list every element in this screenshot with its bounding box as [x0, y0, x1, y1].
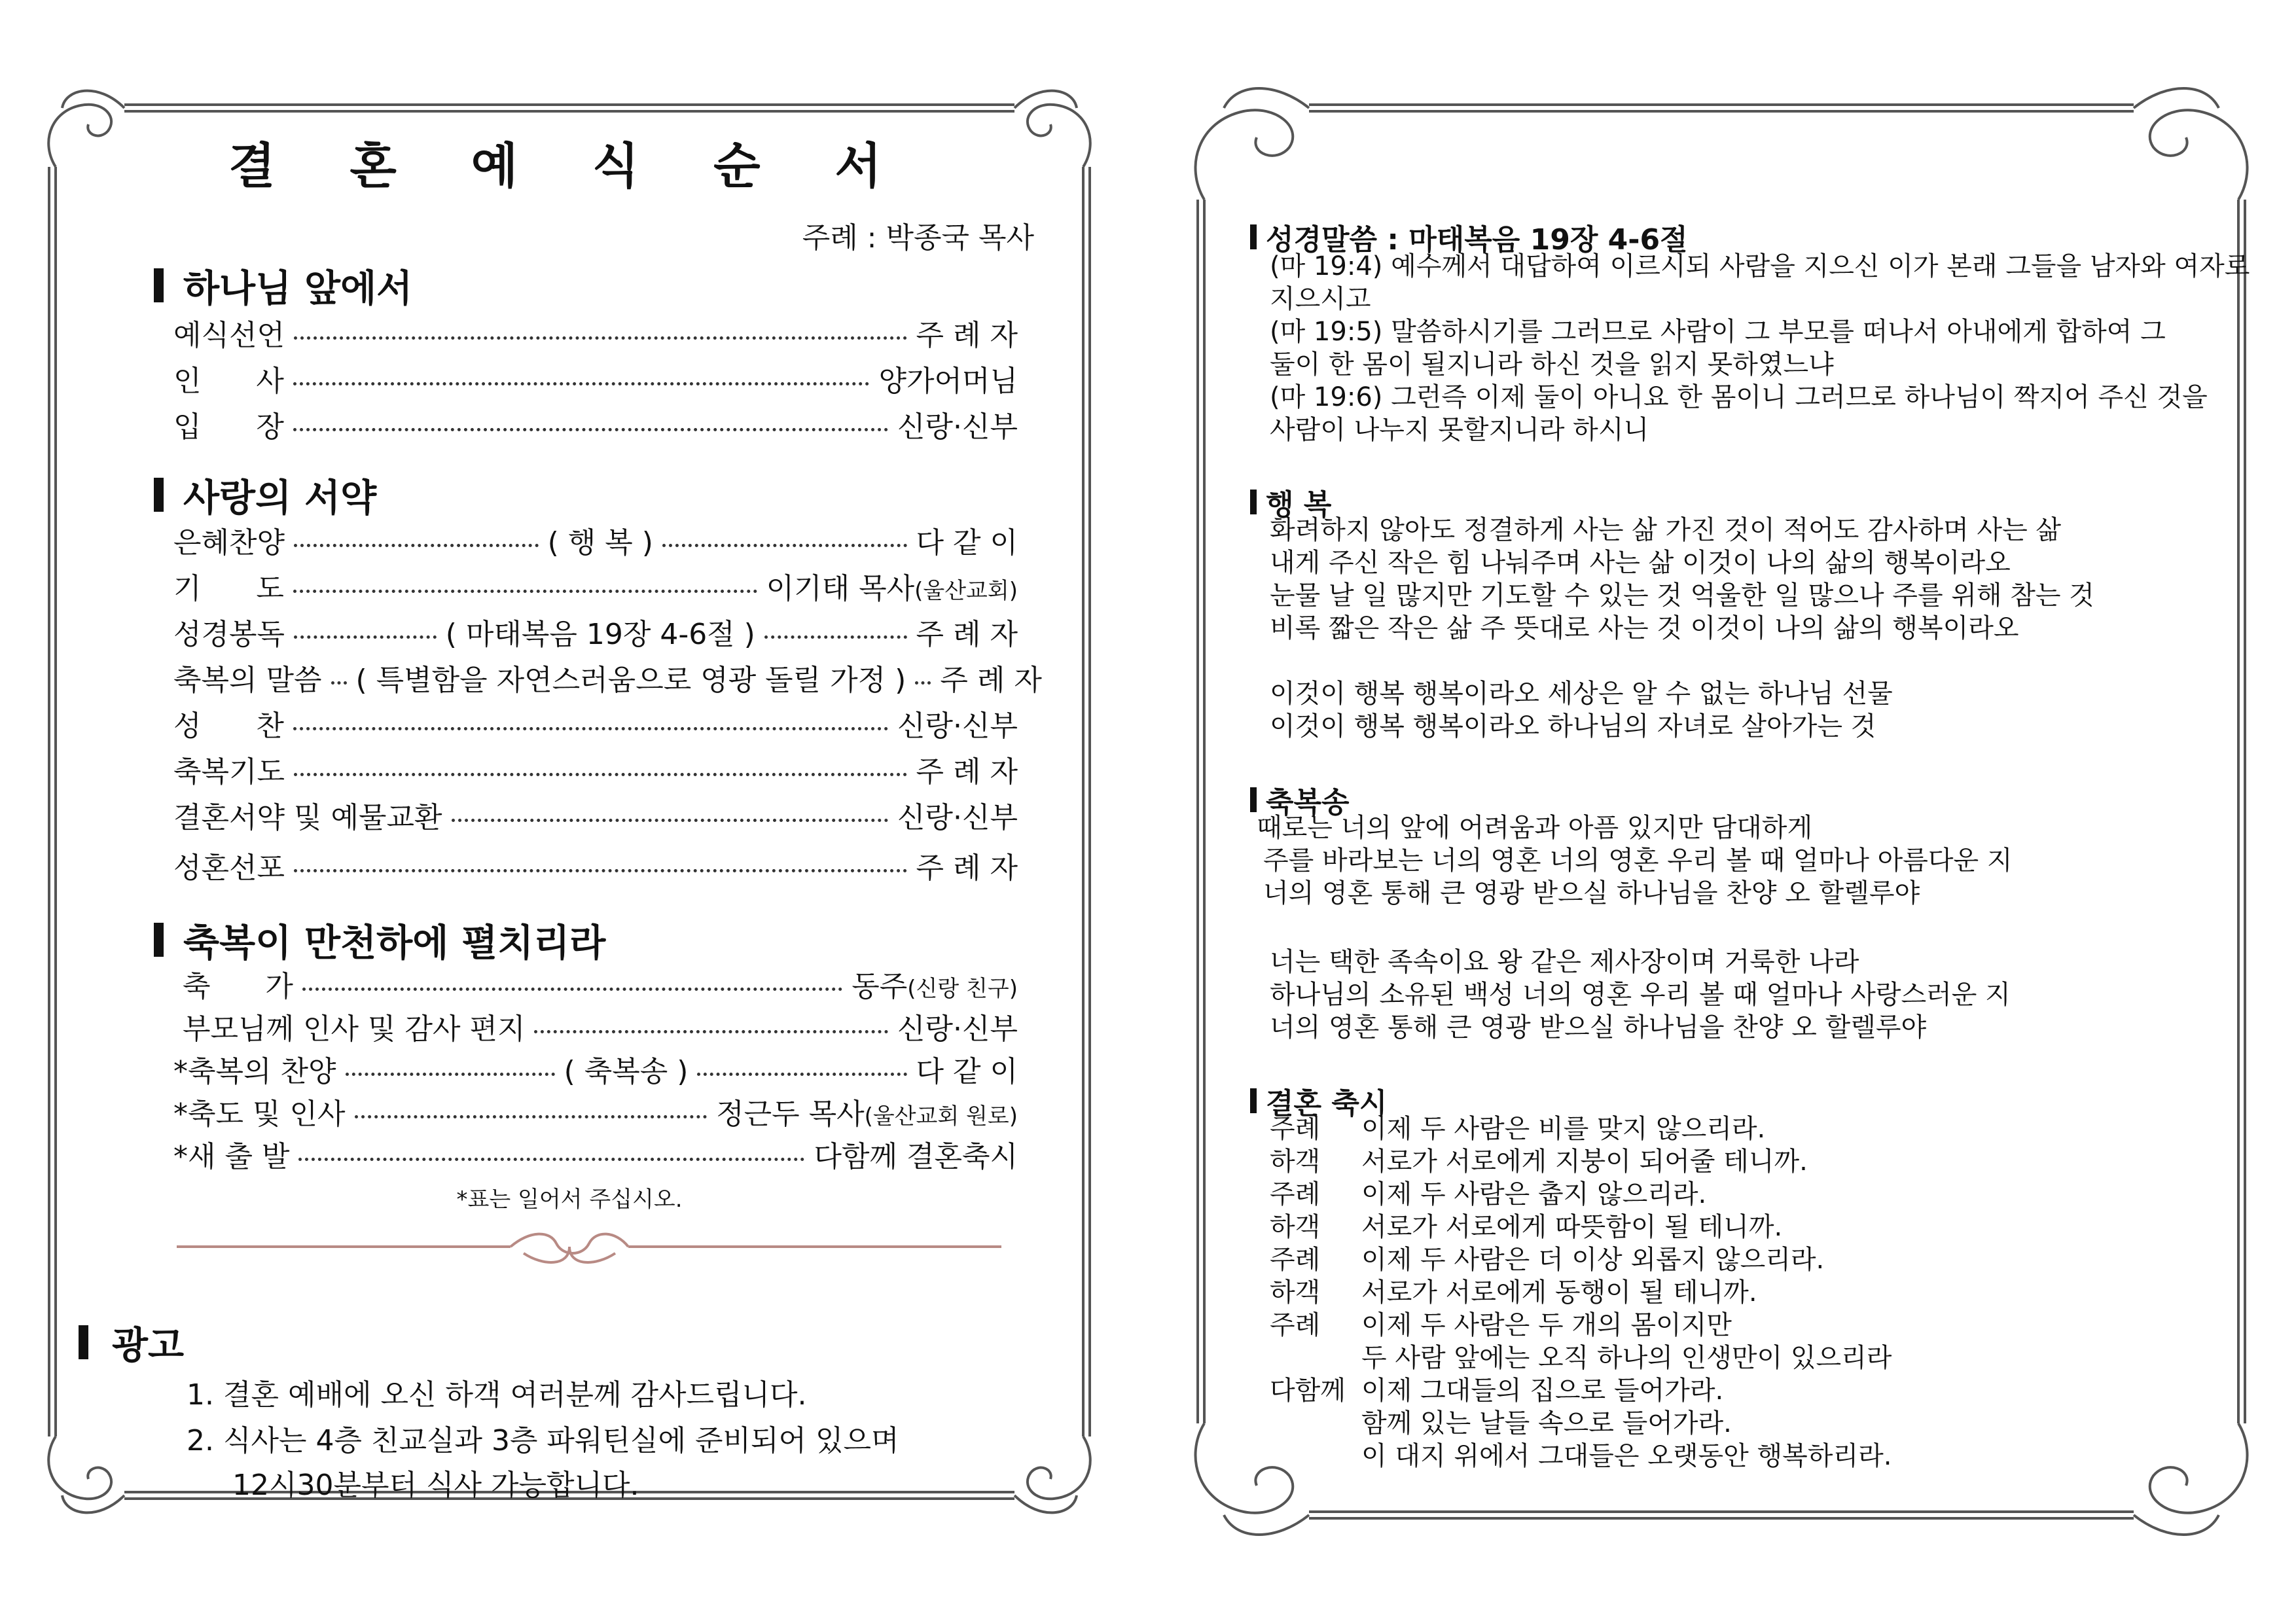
- section-heading: 축복이 만천하에 펼치리라: [154, 913, 605, 967]
- poem-line: 주례 이제 두 사람은 두 개의 몸이지만: [1270, 1310, 1732, 1340]
- hymn-line: 눈물 날 일 많지만 기도할 수 있는 것 억울한 일 많으나 주를 위해 참는 것: [1270, 580, 2094, 611]
- wedding-poem-heading: 결혼 축시: [1250, 1080, 1387, 1122]
- program-panel: [26, 69, 1113, 1535]
- scripture-heading: 성경말씀 : 마태복음 19장 4-6절: [1250, 216, 1688, 258]
- program-row: 부모님께 인사 및 감사 편지 신랑·신부: [173, 1012, 1018, 1046]
- song-line: 너는 택한 족속이요 왕 같은 제사장이며 거룩한 나라: [1270, 947, 1859, 977]
- ad-item: 12시30분부터 식사 가능합니다.: [232, 1469, 639, 1502]
- divider-flourish: [177, 1234, 1001, 1262]
- song-line: 너의 영혼 통해 큰 영광 받으실 하나님을 찬양 오 할렐루야: [1263, 878, 1920, 908]
- section-marker: [154, 268, 164, 302]
- program-row: 축 가 동주(신랑 친구): [173, 970, 1018, 1003]
- program-row: 성 찬 신랑·신부: [173, 709, 1018, 743]
- song-line: 주를 바라보는 너의 영혼 너의 영혼 우리 볼 때 얼마나 아름다운 지: [1263, 846, 2013, 876]
- scripture-line: (마 19:4) 예수께서 대답하여 이르시되 사람을 지으신 이가 본래 그들을 남자와 여자로: [1270, 251, 2250, 281]
- poem-line: 두 사람 앞에는 오직 하나의 인생만이 있으리라: [1361, 1343, 1892, 1373]
- program-row: 축복기도 주 례 자: [173, 755, 1018, 789]
- section-marker: [1250, 490, 1257, 514]
- program-row: 축복의 말씀 ( 특별함을 자연스러움으로 영광 돌릴 가정 ) 주 례 자: [173, 664, 1042, 697]
- hymn-line: 내게 주신 작은 힘 나눠주며 사는 삶 이것이 나의 삶의 행복이라오: [1270, 548, 2011, 578]
- blessing-song-heading: 축복송: [1250, 779, 1350, 821]
- program-title: 결 혼 예 식 순 서: [228, 138, 910, 194]
- program-row: *축도 및 인사 정근두 목사(울산교회 원로): [173, 1097, 1018, 1131]
- readings-panel: [1178, 69, 2265, 1554]
- scripture-line: 사람이 나누지 못할지니라 하시니: [1270, 415, 1649, 445]
- program-row: 인 사 양가어머님: [173, 365, 1018, 398]
- poem-line: 하객 서로가 서로에게 동행이 될 테니까.: [1270, 1277, 1757, 1308]
- poem-line: 다함께 이제 그대들의 집으로 들어가라.: [1270, 1376, 1724, 1406]
- hymn-line: 이것이 행복 행복이라오 세상은 알 수 없는 하나님 선물: [1270, 679, 1893, 709]
- scripture-line: 둘이 한 몸이 될지니라 하신 것을 읽지 못하였느냐: [1270, 349, 1834, 380]
- section-heading: 하나님 앞에서: [154, 259, 412, 312]
- section-marker: [154, 923, 164, 957]
- section-marker: [1250, 1088, 1257, 1113]
- ad-heading: 광고: [79, 1315, 184, 1369]
- poem-line: 이 대지 위에서 그대들은 오랫동안 행복하리라.: [1361, 1441, 1892, 1471]
- poem-line: 주례 이제 두 사람은 춥지 않으리라.: [1270, 1179, 1707, 1209]
- ad-item: 2. 식사는 4층 친교실과 3층 파워틴실에 준비되어 있으며: [187, 1424, 899, 1457]
- poem-line: 하객 서로가 서로에게 따뜻함이 될 테니까.: [1270, 1212, 1783, 1242]
- scripture-line: 지으시고: [1270, 284, 1371, 314]
- program-row: 결혼서약 및 예물교환 신랑·신부: [173, 801, 1018, 834]
- program-row: 기 도 이기태 목사(울산교회): [173, 572, 1018, 605]
- section-heading: 사랑의 서약: [154, 468, 376, 522]
- poem-line: 함께 있는 날들 속으로 들어가라.: [1361, 1408, 1732, 1438]
- program-row: *축복의 찬양 ( 축복송 ) 다 같 이: [173, 1055, 1018, 1088]
- section-marker: [79, 1325, 88, 1359]
- hymn-line: 화려하지 않아도 정결하게 사는 삶 가진 것이 적어도 감사하며 사는 삶: [1270, 515, 2062, 545]
- song-line: 때로는 너의 앞에 어려움과 아픔 있지만 담대하게: [1257, 813, 1813, 843]
- standing-footnote: *표는 일어서 주십시오.: [456, 1186, 683, 1213]
- hymn-line: 비록 짧은 작은 삶 주 뜻대로 사는 것 이것이 나의 삶의 행복이라오: [1270, 613, 2019, 643]
- poem-line: 하객 서로가 서로에게 지붕이 되어줄 테니까.: [1270, 1147, 1808, 1177]
- scripture-line: (마 19:6) 그런즉 이제 둘이 아니요 한 몸이니 그러므로 하나님이 짝지어 주신 것을: [1270, 382, 2208, 412]
- section-marker: [154, 478, 164, 512]
- section-marker: [1250, 787, 1257, 812]
- hymn-line: 이것이 행복 행복이라오 하나님의 자녀로 살아가는 것: [1270, 711, 1876, 741]
- song-line: 너의 영혼 통해 큰 영광 받으실 하나님을 찬양 오 할렐루야: [1270, 1012, 1927, 1043]
- program-row: 성혼선포 주 례 자: [173, 851, 1018, 885]
- program-row: 입 장 신랑·신부: [173, 410, 1018, 444]
- program-row: *새 출 발 다함께 결혼축시: [173, 1140, 1018, 1173]
- program-row: 예식선언 주 례 자: [173, 319, 1018, 352]
- officiant-label: 주례 : 박종국 목사: [802, 221, 1034, 255]
- scripture-line: (마 19:5) 말씀하시기를 그러므로 사람이 그 부모를 떠나서 아내에게 합하여 그: [1270, 317, 2166, 347]
- poem-line: 주례 이제 두 사람은 더 이상 외롭지 않으리라.: [1270, 1245, 1825, 1275]
- program-row: 성경봉독 ( 마태복음 19장 4-6절 ) 주 례 자: [173, 618, 1018, 651]
- song-line: 하나님의 소유된 백성 너의 영혼 우리 볼 때 얼마나 사랑스러운 지: [1270, 980, 2011, 1010]
- ad-item: 1. 결혼 예배에 오신 하객 여러분께 감사드립니다.: [187, 1378, 807, 1412]
- poem-line: 주례 이제 두 사람은 비를 맞지 않으리라.: [1270, 1114, 1766, 1144]
- program-row: 은혜찬양 ( 행 복 ) 다 같 이: [173, 526, 1018, 560]
- section-marker: [1250, 224, 1257, 249]
- happiness-heading: 행 복: [1250, 481, 1331, 523]
